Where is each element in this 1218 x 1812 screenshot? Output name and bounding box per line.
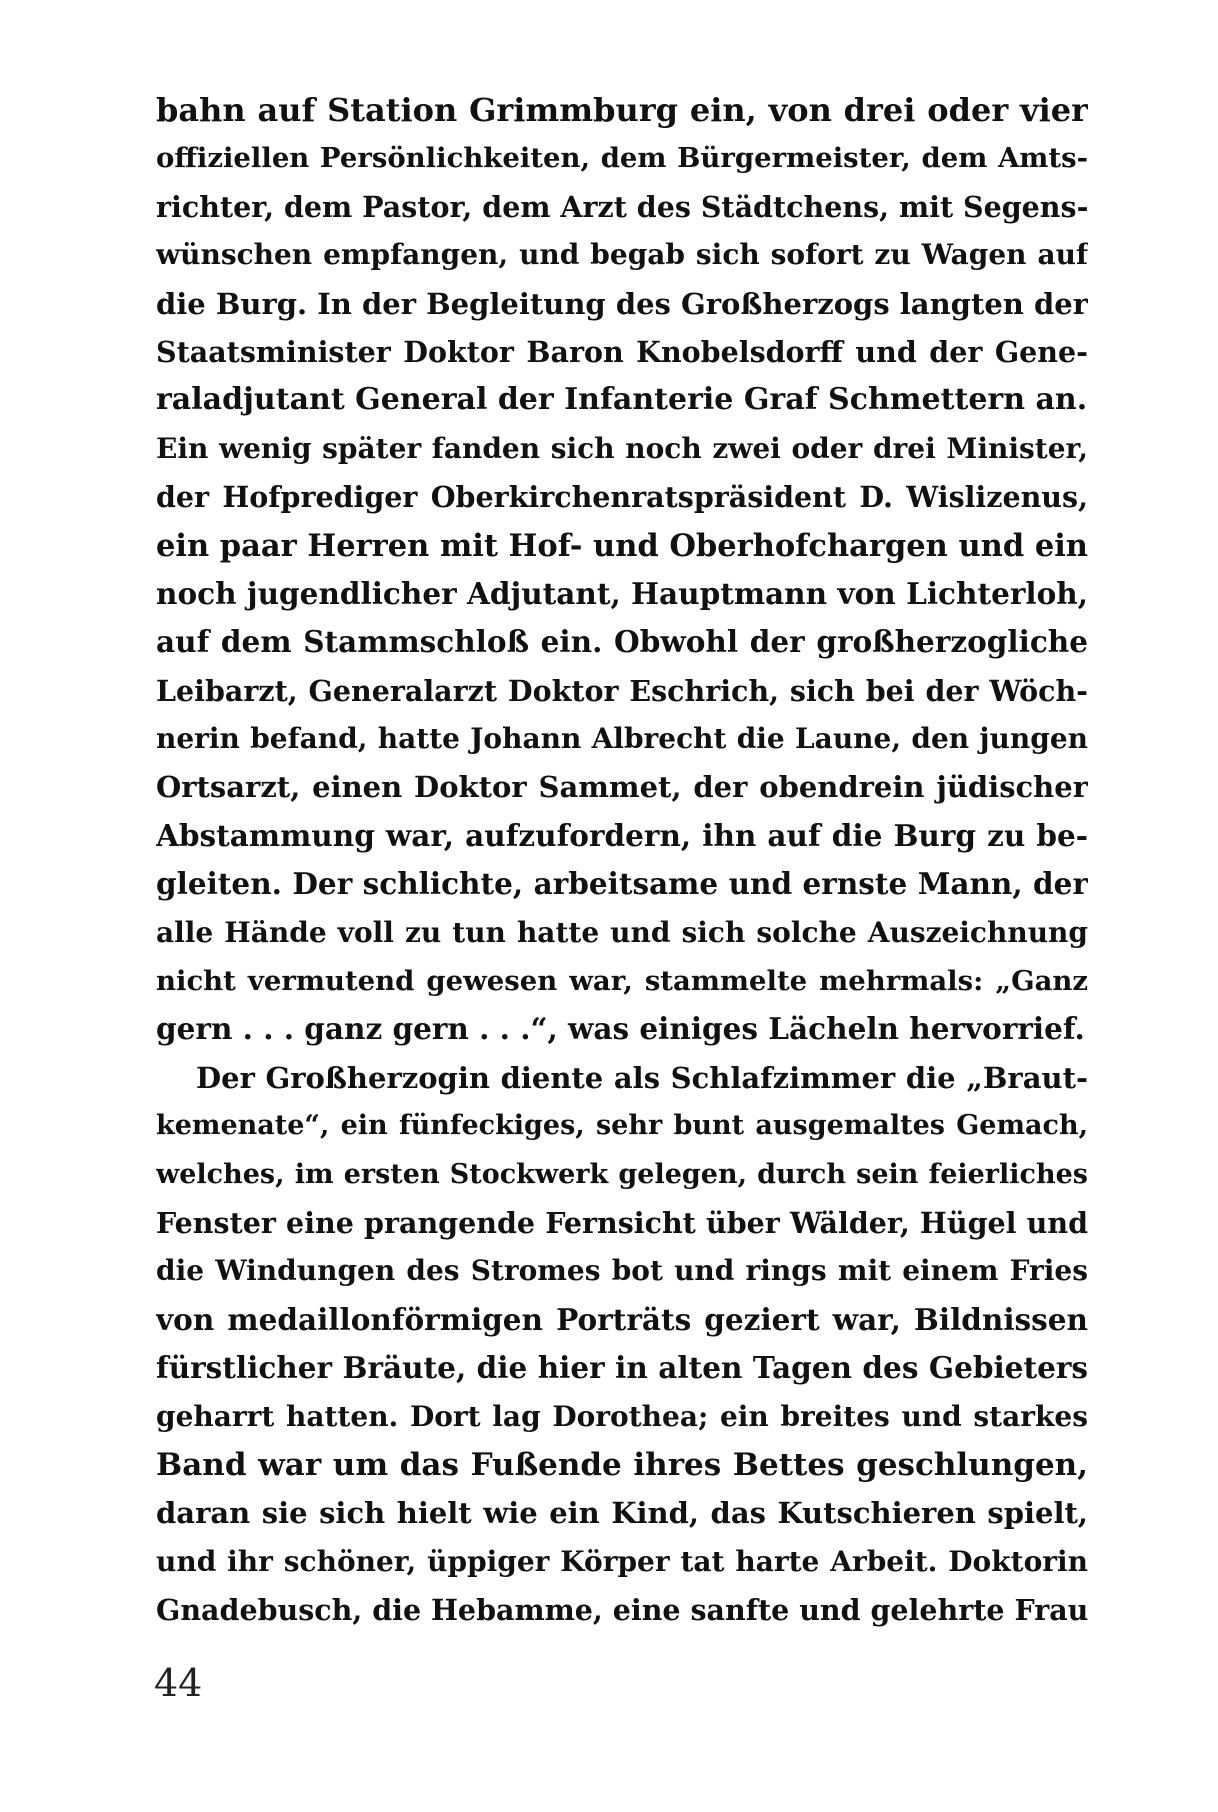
text-line: Fenster eine prangende Fernsicht über Wälder, Hügel und [156,1205,1088,1240]
text-line: gleiten. Der schlichte, arbeitsame und ernste Mann, der [156,866,1088,902]
text-line: nicht vermutend gewesen war, stammelte mehrmals: „Ganz [156,965,1088,998]
text-line: Ortsarzt, einen Doktor Sammet, der obendrein jüdischer [156,770,1088,805]
text-line: richter, dem Pastor, dem Arzt des Städtchens, mit Segens- [156,189,1088,224]
text-line: nerin befand, hatte Johann Albrecht die Laune, den jungen [156,722,1088,756]
text-line: raladjutant General der Infanterie Graf Schmettern an. [156,382,1088,418]
text-line: die Burg. In der Begleitung des Großherzogs langten der [156,286,1088,321]
text-line: kemenate“, ein fünfeckiges, sehr bunt ausgemaltes Gemach, [156,1110,1088,1142]
text-line: wünschen empfangen, und begab sich sofort zu Wagen auf [156,238,1088,272]
page-number: 44 [154,1661,203,1705]
text-line: gern . . . ganz gern . . .“, was einiges Lächeln hervorrief. [156,1011,1085,1047]
text-line: alle Hände voll zu tun hatte und sich solche Auszeichnung [156,915,1088,949]
text-line: von medaillonförmigen Porträts geziert war, Bildnissen [156,1301,1088,1337]
text-line: ein paar Herren mit Hof- und Oberhofchargen und ein [156,527,1088,564]
text-line: daran sie sich hielt wie ein Kind, das Kutschieren spielt, [156,1496,1088,1531]
body-text [156,86,1088,1635]
text-line: offiziellen Persönlichkeiten, dem Bürgermeister, dem Amts- [156,142,1088,175]
text-line: und ihr schöner, üppiger Körper tat harte Arbeit. Doktorin [156,1544,1088,1578]
text-line: Ein wenig später fanden sich noch zwei oder drei Minister, [156,431,1088,465]
text-line: Der Großherzogin diente als Schlafzimmer die „Braut- [196,1060,1088,1095]
text-line: der Hofprediger Oberkirchenratspräsident D. Wislizenus, [156,480,1088,515]
text-line: Band war um das Fußende ihres Bettes geschlungen, [156,1446,1088,1483]
text-line: fürstlicher Bräute, die hier in alten Tagen des Gebieters [156,1350,1088,1386]
text-line: auf dem Stammschloß ein. Obwohl der großherzogliche [156,624,1088,660]
text-line: welches, im ersten Stockwerk gelegen, durch sein feierliches [156,1158,1088,1190]
text-line: Abstammung war, aufzufordern, ihn auf die Burg zu be- [156,817,1088,853]
text-line: Leibarzt, Generalarzt Doktor Eschrich, sich bei der Wöch- [156,673,1088,708]
text-line: Gnadebusch, die Hebamme, eine sanfte und gelehrte Frau [156,1593,1088,1628]
text-line: noch jugendlicher Adjutant, Hauptmann von Lichterloh, [156,575,1088,611]
text-line: Staatsminister Doktor Baron Knobelsdorff und der Gene- [156,334,1088,369]
text-line: geharrt hatten. Dort lag Dorothea; ein breites und starkes [156,1399,1088,1433]
text-line: bahn auf Station Grimmburg ein, von drei oder vier [156,91,1088,129]
text-line: die Windungen des Stromes bot und rings mit einem Fries [156,1254,1088,1288]
